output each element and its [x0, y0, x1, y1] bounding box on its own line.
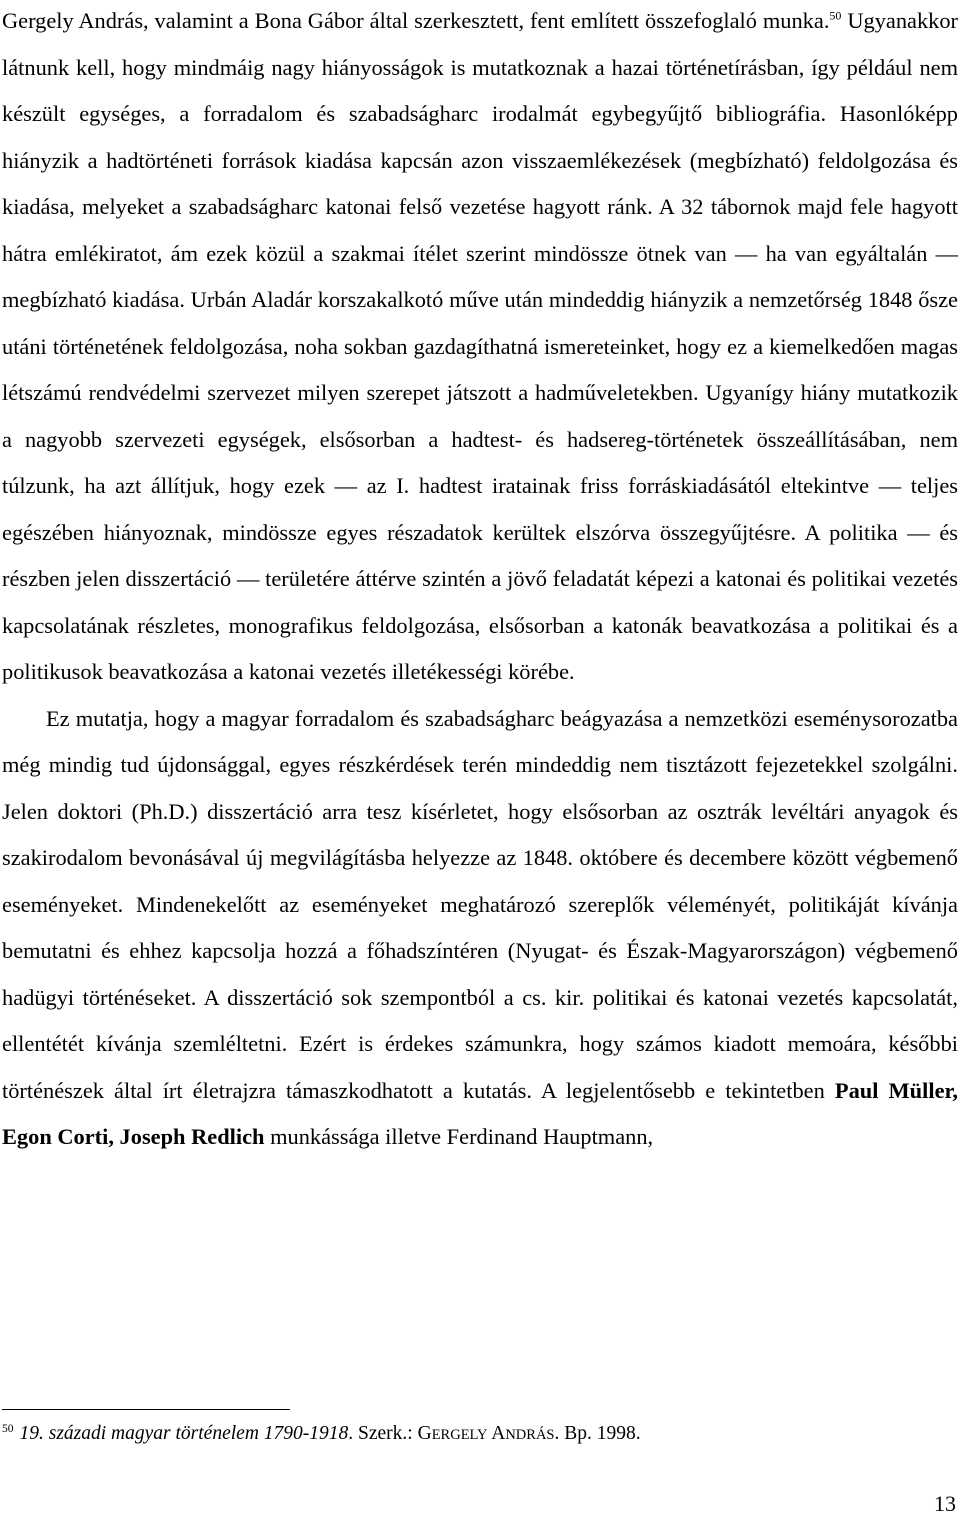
paragraph-1-opening: Gergely András, valamint a Bona Gábor által szerkesztett, fent említett összefoglaló munka.	[2, 8, 830, 33]
body-paragraph-1	[2, 0, 958, 696]
editor-initial-g: G	[417, 1423, 432, 1444]
footnote-number: 50	[2, 1422, 14, 1435]
footnote-reference[interactable]: 50	[829, 8, 842, 23]
paragraph-1-body: Ugyanakkor látnunk kell, hogy mindmáig nagy hiányosságok is mutatkoznak a hazai történetírásban, így például nem készült egységes, a forradalom és szabadságharc irodalmát egybegyűjtő bibliográfia. Hasonlóképp hiányzik a hadtörténeti források kiadása kapcsán azon visszaemlékezések (megbízható) feldolgozása és kiadása, melyeket a szabadságharc katonai felső vezetése hagyott ránk. A 32 tábornok majd fele hagyott hátra emlékiratot, ám ezek közül a szakmai ítélet szerint mindössze ötnek van ― ha van egyáltalán ― megbízható kiadása. Urbán Aladár korszakalkotó műve után mindeddig hiányzik a nemzetőrség 1848 ősze utáni történetének feldolgozása, noha sokban gazdagíthatná ismereteinket, hogy ez a kiemelkedően magas létszámú rendvédelmi szervezet milyen szerepet játszott a hadműveletekben. Ugyanígy hiány mutatkozik a nagyobb szervezeti egységek, elsősorban a hadtest- és hadsereg-történetek összeállításában, nem túlzunk, ha azt állítjuk, hogy ezek ― az I. hadtest iratainak friss forráskiadásától eltekintve ― teljes egészében hiányoznak, mindössze egyes részadatok kerültek elszórva összegyűjtésre. A politika ― és részben jelen disszertáció ― területére áttérve szintén a jövő feladatát képezi a katonai és politikai vezetés kapcsolatának részletes, monografikus feldolgozása, elsősorban a katonák beavatkozása a politikai és a politikusok beavatkozása a katonai vezetés illetékességi körébe.	[2, 8, 958, 684]
author-names-bold: Paul Müller, Egon Corti, Joseph Redlich	[2, 1077, 958, 1149]
footnote-publication-info: . Bp. 1998.	[554, 1423, 641, 1444]
editor-forename-rest: NDRÁS	[505, 1427, 555, 1443]
footnote-separator-text: . Szerk.:	[348, 1423, 418, 1444]
editor-initial-a: A	[487, 1423, 506, 1444]
page-content	[2, 0, 958, 1161]
footnote-separator	[2, 1409, 290, 1410]
paragraph-2-body: Ez mutatja, hogy a magyar forradalom és szabadságharc beágyazása a nemzetközi eseménysorozatba még mindig tud újdonsággal, egyes részkérdések terén mindeddig nem tisztázott fejezetekkel szolgálni. Jelen doktori (Ph.D.) disszertáció arra tesz kísérletet, hogy elsősorban az osztrák levéltári anyagok és szakirodalom bevonásával új megvilágításba helyezze az 1848. októbere és decembere között végbemenő eseményeket. Mindenekelőtt az eseményeket meghatározó szereplők véleményét, politikáját kívánja bemutatni és ehhez kapcsolja hozzá a főhadszíntéren (Nyugat- és Észak-Magyarországon) végbemenő hadügyi történéseket. A disszertáció sok szempontból a cs. kir. politikai és katonai vezetés kapcsolatát, ellentétét kívánja szemléltetni. Ezért is érdekes számunkra, hogy számos kiadott memoára, későbbi történészek által írt életrajzra támaszkodhatott a kutatás. A legjelentősebb e tekintetben	[2, 705, 958, 1103]
page-number: 13	[934, 1491, 956, 1516]
paragraph-2-tail: munkássága illetve Ferdinand Hauptmann,	[264, 1124, 654, 1149]
footnote-title: 19. századi magyar történelem 1790-1918	[19, 1423, 349, 1444]
body-paragraph-2	[2, 696, 958, 1161]
footnote-50	[2, 1420, 952, 1449]
editor-surname-rest: ERGELY	[431, 1427, 488, 1443]
